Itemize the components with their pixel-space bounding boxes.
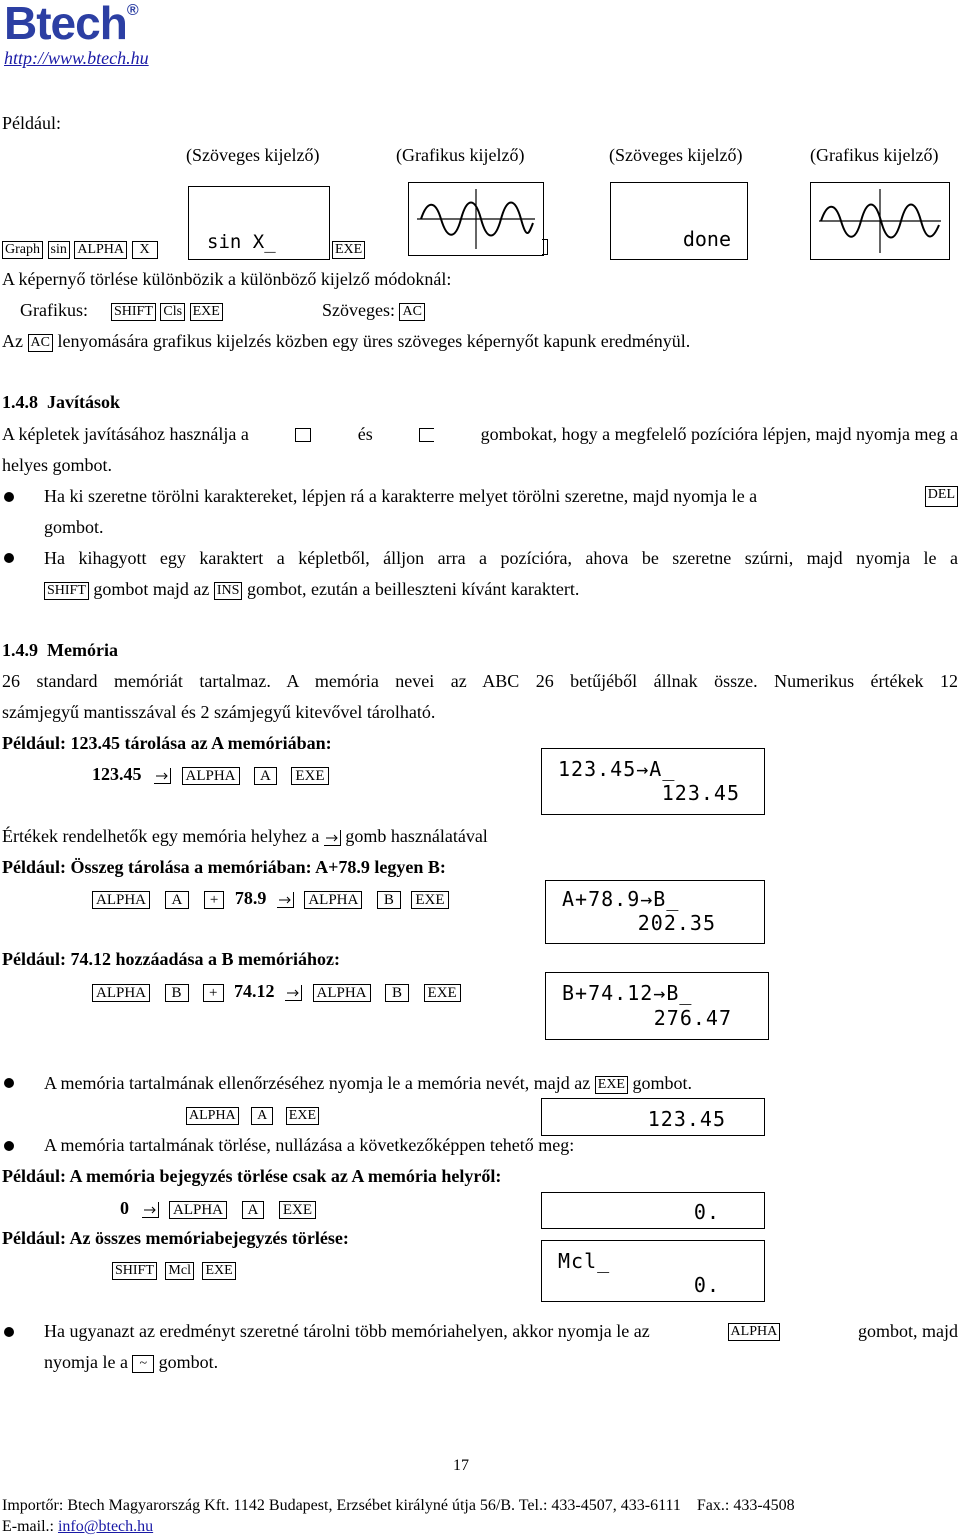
- p1-b: és: [357, 424, 373, 444]
- shift-key: SHIFT: [44, 582, 89, 600]
- display-label-graph-1: (Grafikus kijelző): [396, 145, 525, 165]
- ex1-screen-line1: 123.45→A_: [558, 757, 676, 781]
- ac-sentence: [2, 331, 690, 352]
- text-screen-2: [610, 182, 748, 260]
- screen1-text: sin X_: [207, 231, 276, 253]
- ex1-screen-line2: 123.45: [661, 781, 740, 805]
- ex5-keys: [112, 1259, 236, 1280]
- ex2-screen-line2: 202.35: [637, 911, 716, 935]
- right-arrow-key-icon: [419, 428, 434, 442]
- bullet-icon: [4, 492, 14, 502]
- exe-key: EXE: [411, 891, 448, 909]
- multi-d: gombot.: [158, 1352, 219, 1372]
- clear-text-label: Szöveges:: [322, 300, 395, 320]
- ex1-value: 123.45: [92, 764, 142, 784]
- ac-sentence-after: lenyomására grafikus kijelzés közben egy üres szöveges képernyőt kapunk eredményül.: [57, 331, 691, 351]
- section-149-heading: 1.4.9 Memória: [2, 640, 118, 660]
- b2-b: gombot majd az: [93, 579, 210, 599]
- multi-line2: [44, 1352, 218, 1373]
- ex2-title: Például: Összeg tárolása a memóriában: A+78.9 legyen B:: [2, 857, 446, 877]
- ex5-screen-line2: 0.: [693, 1273, 720, 1297]
- sine-graph-2: [811, 183, 949, 259]
- exe-key: EXE: [279, 1201, 316, 1219]
- sin-key: sin: [48, 241, 70, 259]
- alpha-key: ALPHA: [169, 1201, 227, 1219]
- alpha-key: ALPHA: [313, 984, 371, 1002]
- ex4-value: 0: [120, 1198, 129, 1218]
- section-149-p1: 26 standard memóriát tartalmaz. A memória nevei az ABC 26 betűjéből állnak össze. Numerikus értékek 12: [2, 671, 958, 691]
- ex2-keys: [92, 888, 449, 909]
- a-key: A: [165, 891, 190, 909]
- footer-email-link[interactable]: info@btech.hu: [57, 1518, 154, 1535]
- check-b: gombot.: [632, 1073, 692, 1093]
- store-arrow-icon: [285, 985, 302, 1001]
- alpha-key: ALPHA: [74, 241, 127, 259]
- b-key: B: [385, 984, 409, 1002]
- alpha-key: ALPHA: [186, 1107, 239, 1125]
- clear-graph-label: Grafikus:: [20, 300, 88, 320]
- clear-intro: A képernyő törlése különbözik a különböző kijelző módoknál:: [2, 269, 452, 289]
- plus-key: +: [204, 891, 224, 909]
- a-key: A: [251, 1107, 273, 1125]
- shift-key: SHIFT: [111, 303, 156, 321]
- store-arrow-icon: [142, 1202, 159, 1218]
- section-148-b1: [44, 486, 958, 507]
- ins-key: INS: [214, 582, 243, 600]
- ex2-screen: [545, 880, 765, 944]
- store-arrow-icon: [154, 768, 171, 784]
- clear-graph-row: [20, 300, 223, 321]
- screen3-text: done: [682, 227, 731, 251]
- ex3-value: 74.12: [234, 981, 275, 1001]
- alpha-key: ALPHA: [92, 891, 150, 909]
- ex4-screen: [541, 1192, 765, 1229]
- ex1-title: Például: 123.45 tárolása az A memóriában:: [2, 733, 332, 753]
- plus-key: +: [203, 984, 223, 1002]
- check-a: A memória tartalmának ellenőrzéséhez nyomja le a memória nevét, majd az: [44, 1073, 591, 1093]
- section-149-p2: számjegyű mantisszával és 2 számjegyű kitevővel tárolható.: [2, 702, 436, 722]
- ex1-keys: [92, 764, 329, 785]
- mcl-key: Mcl: [165, 1262, 194, 1280]
- store-arrow-icon: [324, 830, 341, 846]
- ex5-screen-line1: Mcl_: [558, 1249, 611, 1273]
- graph-key: Graph: [2, 241, 43, 259]
- ex5-screen: [541, 1240, 765, 1302]
- check-screen: [541, 1098, 765, 1136]
- b1-a: Ha ki szeretne törölni karaktereket, lépjen rá a karakterre melyet törölni szeretne, majd nyomja le a: [44, 486, 758, 506]
- display-label-text-2: (Szöveges kijelző): [609, 145, 743, 165]
- ex4-keys: [120, 1198, 316, 1219]
- ex4-screen-line: 0.: [693, 1200, 720, 1224]
- footer-email-label: E-mail.:: [2, 1518, 58, 1535]
- registered-mark: ®: [126, 2, 138, 19]
- exe-key: EXE: [332, 241, 365, 259]
- b2-c: gombot, ezután a beilleszteni kívánt karaktert.: [246, 579, 580, 599]
- section-148-b1-end: gombot.: [44, 517, 104, 537]
- display-label-text-1: (Szöveges kijelző): [186, 145, 320, 165]
- clear-memory-text: A memória tartalmának törlése, nullázása a következőképpen tehető meg:: [44, 1135, 575, 1155]
- ac-key: AC: [399, 303, 424, 321]
- alpha-key: ALPHA: [304, 891, 362, 909]
- alpha-key: ALPHA: [92, 984, 150, 1002]
- ex3-screen-line2: 276.47: [653, 1006, 732, 1030]
- assign-sentence: [2, 826, 488, 847]
- ex3-screen: [545, 972, 769, 1040]
- check-sentence: [44, 1073, 692, 1094]
- section-148-b2-line2: [44, 579, 579, 600]
- exe-key: EXE: [202, 1262, 235, 1280]
- multi-line1: [44, 1321, 958, 1342]
- ex2-screen-line1: A+78.9→B_: [562, 887, 680, 911]
- ex1-screen: [541, 748, 765, 815]
- bullet-icon: [4, 1327, 14, 1337]
- page-number: 17: [453, 1457, 469, 1474]
- ex3-screen-line1: B+74.12→B_: [562, 981, 693, 1005]
- exe-key: EXE: [424, 984, 461, 1002]
- check-keys: [186, 1104, 319, 1125]
- assign-a: Értékek rendelhetők egy memória helyhez a: [2, 826, 320, 846]
- footer-importer: Importőr: Btech Magyarország Kft. 1142 Budapest, Erzsébet királyné útja 56/B. Tel.: 433-4507, 433-6111 Fax.: 433-4508: [2, 1497, 795, 1514]
- store-arrow-icon: [277, 892, 294, 908]
- cls-key: Cls: [160, 303, 185, 321]
- example1-keys: [2, 238, 158, 259]
- clear-text-row: [322, 300, 425, 321]
- left-arrow-key-icon: [295, 428, 311, 442]
- p1-a: A képletek javításához használja a: [2, 424, 249, 444]
- ac-key: AC: [28, 334, 53, 352]
- footer-email: [2, 1518, 153, 1536]
- logo-text: Btech: [4, 0, 127, 49]
- header-url-link[interactable]: http://www.btech.hu: [4, 48, 149, 68]
- multi-c: nyomja le a: [44, 1352, 128, 1372]
- assign-b: gomb használatával: [345, 826, 488, 846]
- ex4-title: Például: A memória bejegyzés törlése csak az A memória helyről:: [2, 1166, 502, 1186]
- graph-screen-2: [810, 182, 950, 260]
- exe-key: EXE: [291, 767, 328, 785]
- b-key: B: [165, 984, 189, 1002]
- a-key: A: [242, 1201, 265, 1219]
- ex3-keys: [92, 981, 461, 1002]
- x-key: X: [132, 241, 158, 259]
- alpha-key: ALPHA: [728, 1323, 781, 1341]
- exe-key: EXE: [190, 303, 223, 321]
- multi-b: gombot, majd: [857, 1321, 958, 1341]
- bullet-icon: [4, 553, 14, 563]
- graph-screen-1: [408, 182, 544, 256]
- ac-sentence-before: Az: [2, 331, 23, 351]
- p1-c: gombokat, hogy a megfelelő pozícióra lépjen, majd nyomja meg a: [480, 424, 958, 444]
- shift-key: SHIFT: [112, 1262, 157, 1280]
- example1-exe-key-wrap: [332, 238, 365, 259]
- ex2-value: 78.9: [234, 888, 267, 908]
- ex5-title: Például: Az összes memóriabejegyzés törlése:: [2, 1228, 349, 1248]
- intro-label: Például:: [2, 113, 61, 133]
- a-key: A: [254, 767, 277, 785]
- bullet-icon: [4, 1141, 14, 1151]
- del-key: DEL: [925, 486, 958, 507]
- sine-graph-1: [409, 183, 543, 255]
- bullet-icon: [4, 1078, 14, 1088]
- tilde-key: ~: [132, 1355, 154, 1373]
- exe-key: EXE: [286, 1107, 319, 1125]
- exe-key: EXE: [595, 1076, 628, 1094]
- check-screen-line: 123.45: [647, 1107, 726, 1131]
- section-148-p1: [2, 424, 958, 445]
- multi-a: Ha ugyanazt az eredményt szeretné tárolni több memóriahelyen, akkor nyomja le az: [44, 1321, 650, 1341]
- section-148-heading: 1.4.8 Javítások: [2, 392, 121, 412]
- section-148-b2: Ha kihagyott egy karaktert a képletből, álljon arra a pozícióra, ahova be szeretne szúrni, majd nyomja le a: [44, 548, 958, 568]
- graph-screen-edge-mark: [542, 239, 548, 255]
- section-148-p1-end: helyes gombot.: [2, 455, 112, 475]
- text-screen-1: [188, 186, 330, 260]
- b-key: B: [377, 891, 401, 909]
- ex3-title: Például: 74.12 hozzáadása a B memóriához:: [2, 949, 340, 969]
- alpha-key: ALPHA: [182, 767, 240, 785]
- display-label-graph-2: (Grafikus kijelző): [810, 145, 939, 165]
- btech-logo: [4, 0, 138, 50]
